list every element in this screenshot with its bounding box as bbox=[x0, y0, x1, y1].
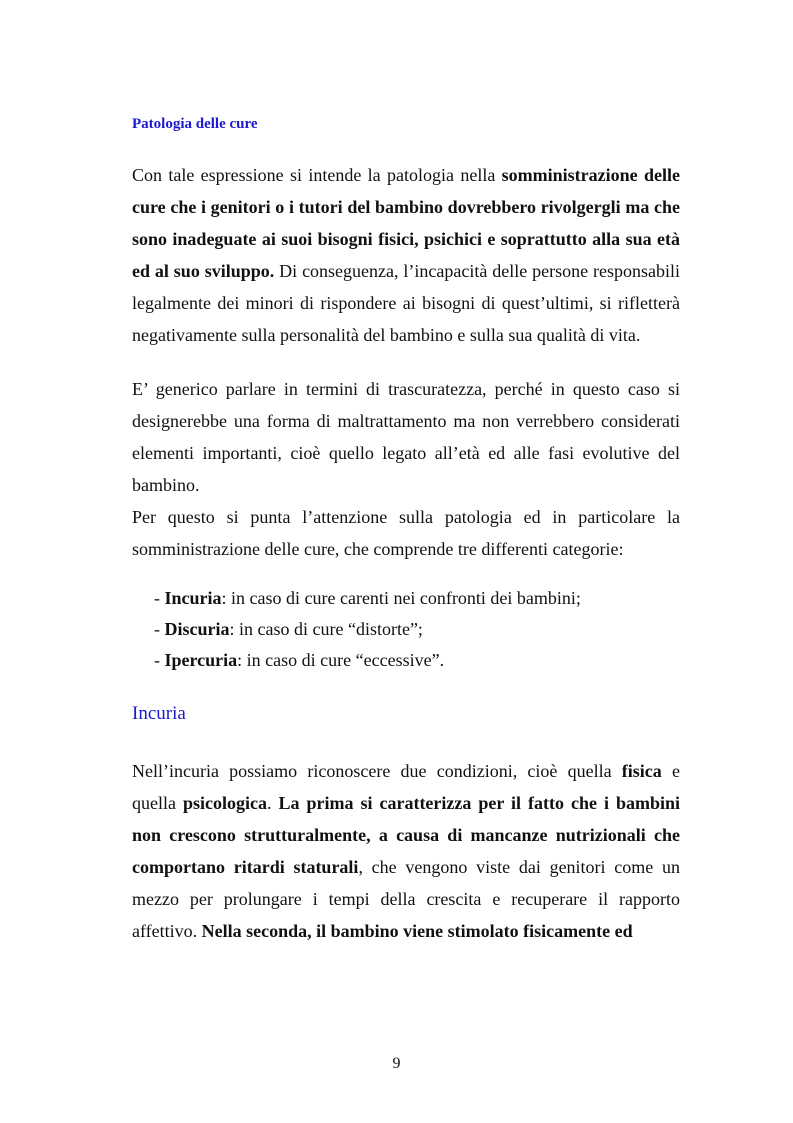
paragraph-bold-text: somministrazione delle cure che i genitori o i tutori del bambino dovrebbero rivolgergli ma che sono inadeguate ai suoi bisogni fisici, psichici e soprattutto alla sua età ed al suo sviluppo. bbox=[132, 165, 680, 281]
list-item-term: Incuria bbox=[164, 588, 222, 608]
list-item-description: : in caso di cure carenti nei confronti dei bambini; bbox=[221, 588, 581, 608]
section-heading-incuria: Incuria bbox=[132, 703, 186, 724]
list-item-description: : in caso di cure “distorte”; bbox=[229, 619, 423, 639]
paragraph-bold-text: psicologica bbox=[182, 793, 267, 813]
paragraph-text: Nell’incuria possiamo riconoscere due condizioni, cioè quella bbox=[132, 761, 622, 781]
list-item-description: : in caso di cure “eccessive”. bbox=[237, 650, 445, 670]
list-item-dash: - bbox=[154, 619, 165, 639]
list-item-term: Discuria bbox=[164, 619, 230, 639]
paragraph-bold-text: fisica bbox=[621, 761, 662, 781]
list-item bbox=[154, 583, 680, 614]
paragraph-text: . bbox=[266, 793, 279, 813]
list-item-dash: - bbox=[154, 650, 165, 670]
paragraph-categorie: Per questo si punta l’attenzione sulla patologia ed in particolare la somministrazione delle cure, che comprende tre differenti categorie: bbox=[132, 507, 680, 559]
paragraph-bold-text: Nella seconda, il bambino viene stimolato fisicamente ed bbox=[201, 921, 633, 941]
paragraph-definition bbox=[132, 159, 680, 351]
page-number: 9 bbox=[392, 1055, 401, 1072]
categories-list bbox=[132, 583, 680, 676]
list-item bbox=[154, 645, 680, 676]
paragraph-text: , che vengono viste dai genitori come un mezzo per prolungare i tempi della crescita e recuperare il rapporto affettivo. bbox=[132, 857, 680, 941]
paragraph-text: Con tale espressione si intende la patologia nella bbox=[132, 165, 502, 185]
paragraph-text: e quella bbox=[132, 761, 680, 813]
list-item-dash: - bbox=[154, 588, 165, 608]
paragraph-text: Di conseguenza, l’incapacità delle persone responsabili legalmente dei minori di rispondere ai bisogni di quest’ultimi, si rifletterà negativamente sulla personalità del bambino e sulla sua qualità di vita. bbox=[132, 261, 681, 345]
paragraph-bold-text: La prima si caratterizza per il fatto che i bambini non crescono strutturalmente, a causa di mancanze nutrizionali che comportano ritardi staturali bbox=[132, 793, 681, 877]
list-item-term: Ipercuria bbox=[164, 650, 238, 670]
paragraph-incuria bbox=[132, 755, 680, 947]
section-heading-patologia: Patologia delle cure bbox=[132, 116, 258, 132]
list-item bbox=[154, 614, 680, 645]
document-body bbox=[132, 112, 680, 947]
paragraph-trascuratezza: E’ generico parlare in termini di trascuratezza, perché in questo caso si designerebbe una forma di maltrattamento ma non verrebbero considerati elementi importanti, cioè quello legato all’età ed alle fasi evolutive del bambino. bbox=[132, 379, 680, 495]
